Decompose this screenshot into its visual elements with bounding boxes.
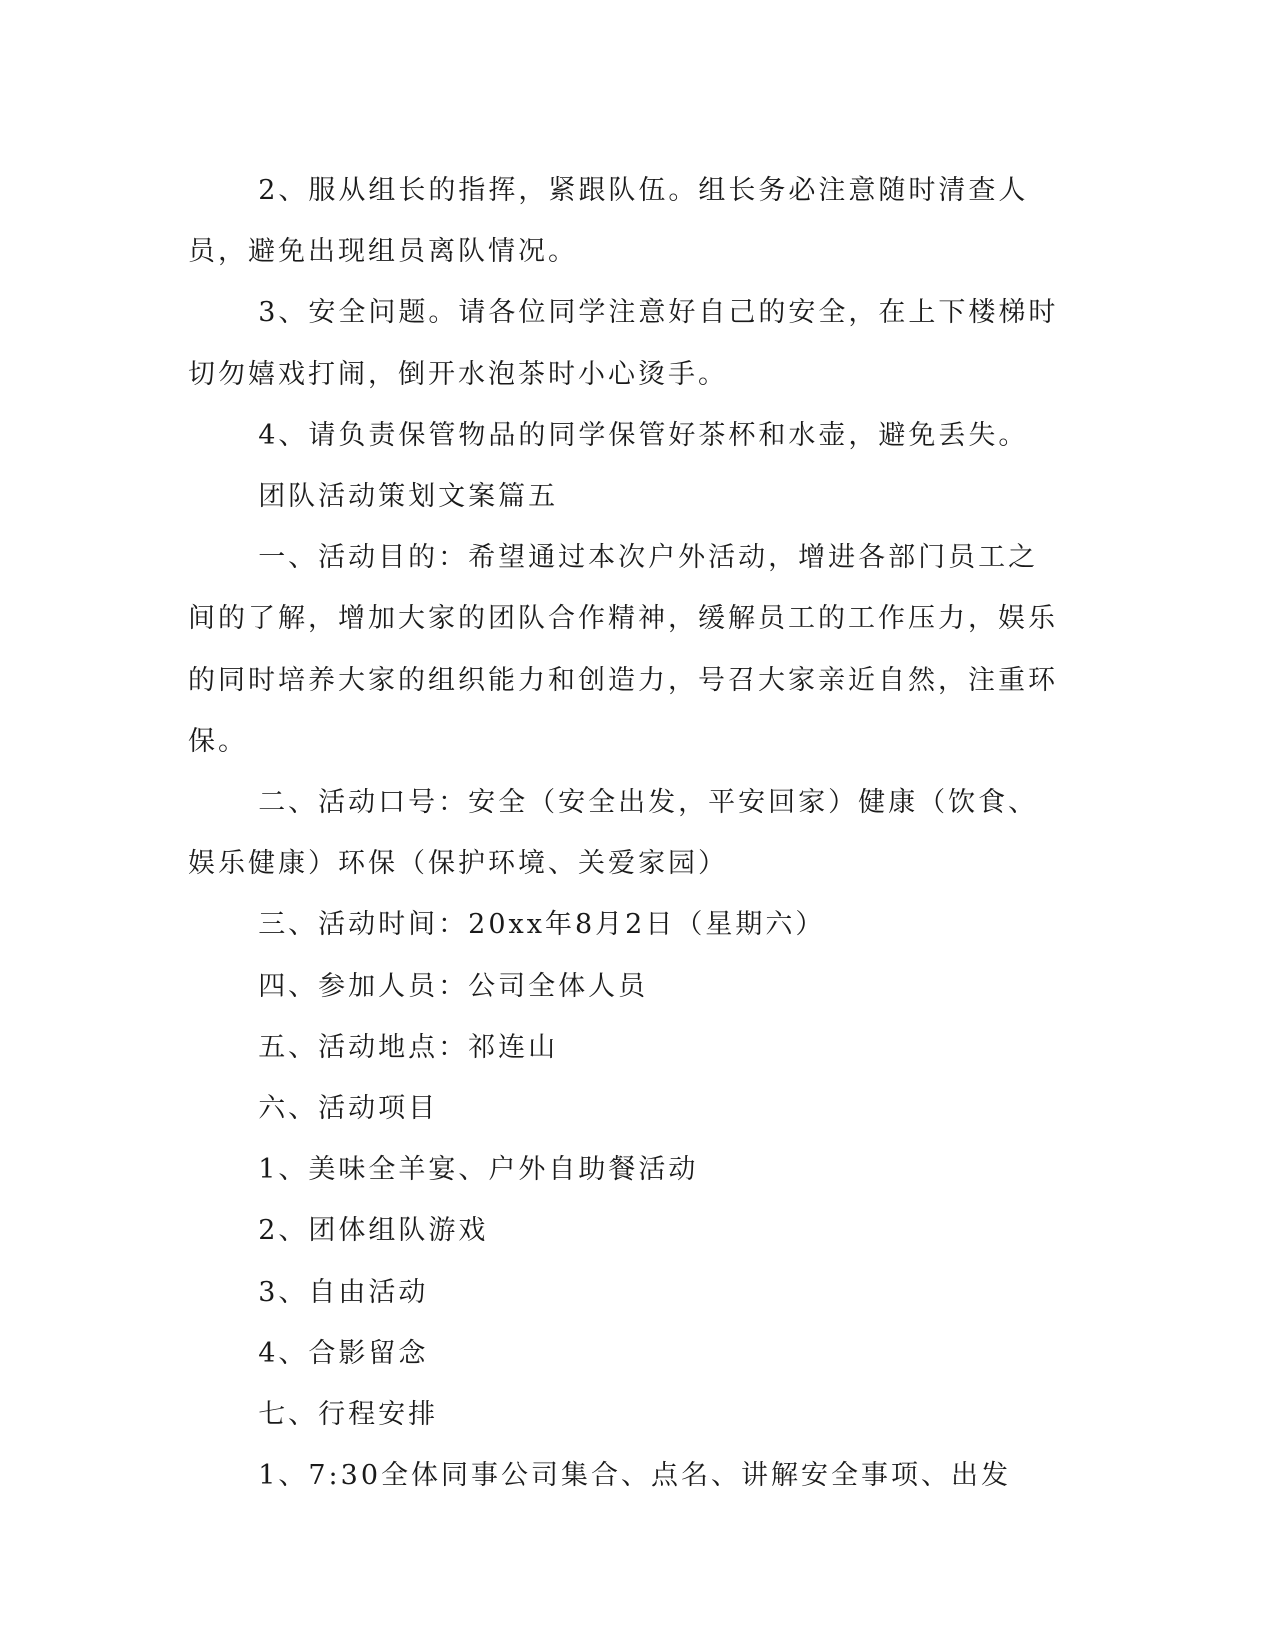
list-item-activity-1: 1、美味全羊宴、户外自助餐活动 bbox=[258, 1154, 699, 1186]
document-body bbox=[188, 160, 1068, 1506]
paragraph-location: 五、活动地点：祁连山 bbox=[258, 1031, 559, 1063]
paragraph-participants: 四、参加人员：公司全体人员 bbox=[258, 970, 649, 1002]
list-item-activity-2: 2、团体组队游戏 bbox=[258, 1215, 489, 1247]
list-item-activity-4: 4、合影留念 bbox=[258, 1337, 429, 1369]
paragraph-rule-2: 2、服从组长的指挥，紧跟队伍。组长务必注意随时清查人员，避免出现组员离队情况。 bbox=[188, 175, 1029, 268]
paragraph-rule-4: 4、请负责保管物品的同学保管好茶杯和水壶，避免丢失。 bbox=[258, 419, 1029, 451]
section-heading: 团队活动策划文案篇五 bbox=[258, 481, 559, 513]
paragraph-schedule-heading: 七、行程安排 bbox=[258, 1399, 439, 1431]
paragraph-time: 三、活动时间：20xx年8月2日（星期六） bbox=[258, 909, 826, 941]
paragraph-rule-3: 3、安全问题。请各位同学注意好自己的安全，在上下楼梯时切勿嬉戏打闹，倒开水泡茶时小心烫手。 bbox=[188, 297, 1059, 390]
list-item-schedule-1: 1、7:30全体同事公司集合、点名、讲解安全事项、出发 bbox=[258, 1460, 1011, 1492]
list-item-activity-3: 3、自由活动 bbox=[258, 1276, 429, 1308]
paragraph-activities-heading: 六、活动项目 bbox=[258, 1093, 439, 1125]
paragraph-purpose: 一、活动目的：希望通过本次户外活动，增进各部门员工之间的了解，增加大家的团队合作精神，缓解员工的工作压力，娱乐的同时培养大家的组织能力和创造力，号召大家亲近自然，注重环保。 bbox=[188, 542, 1058, 757]
paragraph-slogan: 二、活动口号：安全（安全出发，平安回家）健康（饮食、娱乐健康）环保（保护环境、关爱家园） bbox=[188, 787, 1039, 880]
